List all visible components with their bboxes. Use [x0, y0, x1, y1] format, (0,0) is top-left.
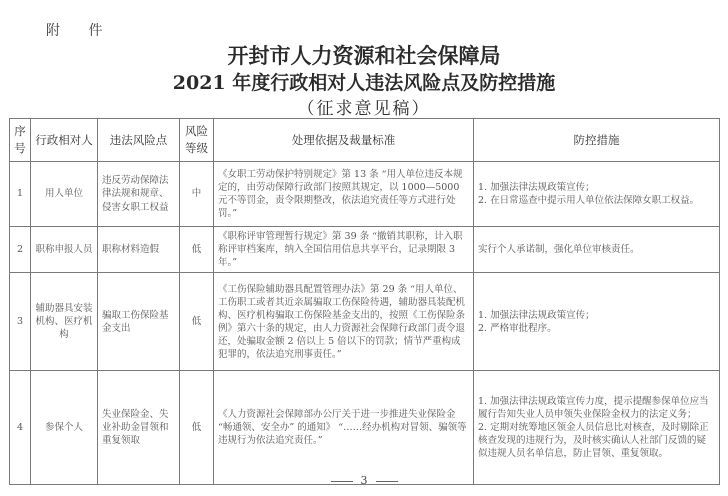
col-header-party: 行政相对人 [31, 119, 98, 162]
row-level: 低 [180, 371, 214, 485]
row-basis: 《工伤保险辅助器具配置管理办法》第 29 条 “用人单位、工伤职工或者其近亲属骗取工伤保险待遇，辅助器具装配机构、医疗机构骗取工伤保险基金支出的，按照《工伤保险条例》第六十条的规定，由人力资源社会保障行政部门责令退还，处骗取金额 2 倍以上 5 倍以下的罚款；情节严重构成犯罪的，依法追究刑事责任。” [214, 273, 474, 371]
row-level: 中 [180, 162, 214, 227]
row-no: 2 [10, 227, 31, 273]
row-measures: 实行个人承诺制，强化单位审核责任。 [474, 227, 720, 273]
page-number-dash-right [376, 481, 398, 482]
col-header-level: 风险等级 [180, 119, 214, 162]
row-measures: 1. 加强法律法规政策宣传力度，提示提醒参保单位应当履行告知失业人员申领失业保险金权力的法定义务； 2. 定期对统筹地区领金人员信息比对核查，及时剔除正核查发现的违规行为，及时核实确认人社部门反馈的疑似违规人员名单信息，防止冒领、重复领取。 [474, 371, 720, 485]
page-number [0, 474, 728, 487]
col-header-measures: 防控措施 [474, 119, 720, 162]
row-level: 低 [180, 273, 214, 371]
table-row [10, 371, 720, 485]
row-party: 职称申报人员 [31, 227, 98, 273]
row-basis: 《女职工劳动保护特别规定》第 13 条 “用人单位违反本规定的，由劳动保障行政部门按照其规定，以 1000—5000 元不等罚金，责令限期整改，依法追究责任等方式进行处罚。” [214, 162, 474, 227]
row-risk: 失业保险金、失业补助金冒领和重复领取 [98, 371, 180, 485]
table-row [10, 273, 720, 371]
attachment-label: 附 件 [46, 23, 115, 39]
row-risk: 职称材料造假 [98, 227, 180, 273]
col-header-risk: 违法风险点 [98, 119, 180, 162]
col-header-basis: 处理依据及裁量标准 [214, 119, 474, 162]
row-measures: 1. 加强法律法规政策宣传； 2. 在日常巡查中提示用人单位依法保障女职工权益。 [474, 162, 720, 227]
document-title-line1: 开封市人力资源和社会保障局 [227, 43, 501, 68]
table-row [10, 227, 720, 273]
document-title-line2: 2021 年度行政相对人违法风险点及防控措施 [172, 72, 556, 94]
row-no: 3 [10, 273, 31, 371]
row-no: 4 [10, 371, 31, 485]
row-risk: 骗取工伤保险基金支出 [98, 273, 180, 371]
document-title-draft-note: （征求意见稿） [297, 99, 431, 119]
row-basis: 《人力资源社会保障部办公厅关于进一步推进失业保险金 “畅通领、安全办” 的通知》 “……经办机构对冒领、骗领等违规行为依法追究责任。” [214, 371, 474, 485]
row-risk: 违反劳动保障法律法规和规章、侵害女职工权益 [98, 162, 180, 227]
risk-table [9, 118, 720, 485]
row-no: 1 [10, 162, 31, 227]
risk-table-header [10, 119, 720, 162]
row-basis: 《职称评审管理暂行规定》第 39 条 “撤销其职称，计入职称评审档案库，纳入全国信用信息共享平台，记录期限 3 年。” [214, 227, 474, 273]
row-measures: 1. 加强法律法规政策宣传； 2. 严格审批程序。 [474, 273, 720, 371]
row-party: 用人单位 [31, 162, 98, 227]
row-level: 低 [180, 227, 214, 273]
row-party: 参保个人 [31, 371, 98, 485]
table-row [10, 162, 720, 227]
page-number-value: 3 [360, 474, 368, 487]
row-party: 辅助器具安装机构、医疗机构 [31, 273, 98, 371]
page-number-dash-left [331, 481, 353, 482]
col-header-no: 序号 [10, 119, 31, 162]
